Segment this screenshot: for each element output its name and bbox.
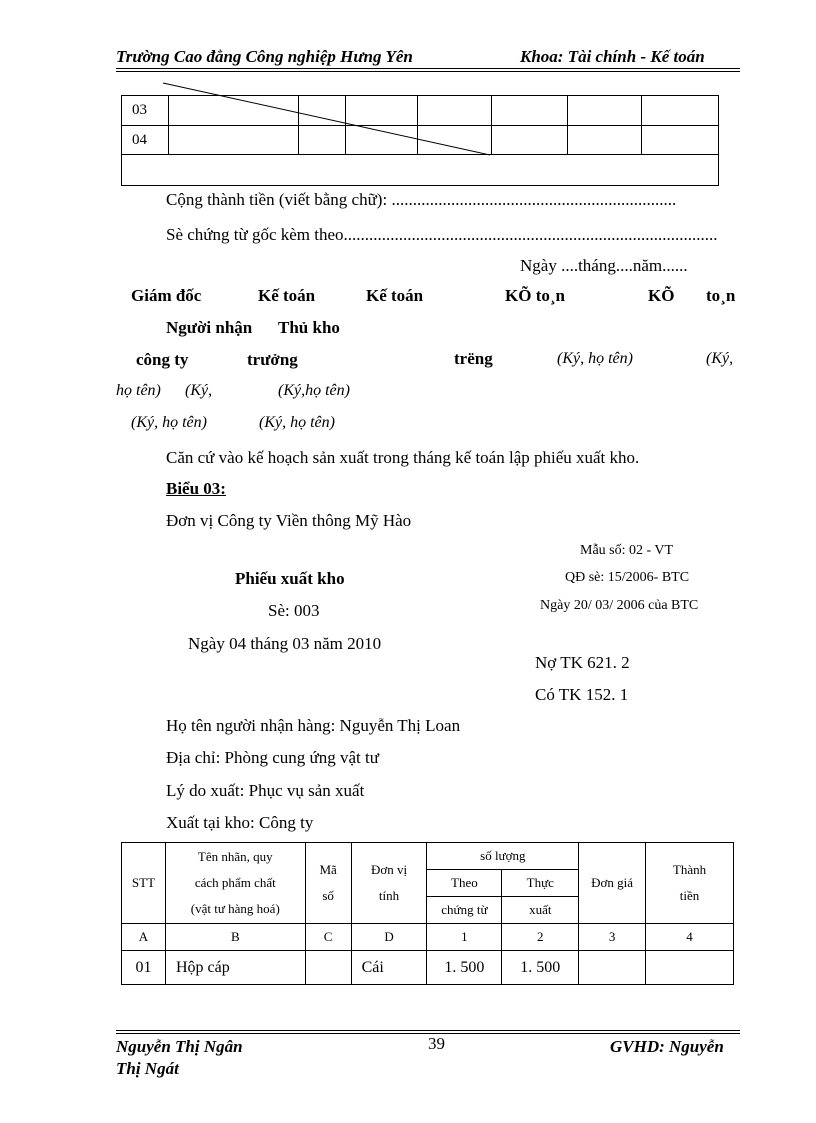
header-qty-doc-2: chứng từ — [427, 897, 502, 924]
address-line: Địa chỉ: Phòng cung ứng vật tư — [166, 748, 379, 767]
form-decision: QĐ sè: 15/2006- BTC — [565, 570, 690, 585]
header-code — [305, 843, 351, 924]
header-unit-2: tính — [378, 888, 400, 903]
sig-company: công ty — [136, 350, 189, 369]
letter-cell: 4 — [646, 924, 734, 951]
row-qty-doc: 1. 500 — [427, 951, 502, 985]
sig-director: Giám đốc — [131, 286, 202, 305]
slip-title: Phiếu xuất kho — [235, 569, 345, 588]
header-qty-real-2: xuất — [502, 897, 579, 924]
footer-rule — [116, 1030, 740, 1031]
letter-cell: 3 — [579, 924, 646, 951]
header-stt: STT — [122, 843, 166, 924]
sig-accountant-2: Kế toán — [366, 286, 424, 305]
sig-chief-2: trëng — [454, 349, 493, 368]
sig-sign-note-4: (Ký, — [185, 382, 213, 399]
sig-sign-note-5: (Ký,họ tên) — [278, 382, 350, 399]
letter-cell: D — [351, 924, 427, 951]
sig-accountant-3: KÕ to¸n — [505, 286, 565, 305]
page-number: 39 — [428, 1034, 445, 1053]
header-amount-2: tiền — [679, 888, 700, 903]
header-unit-1: Đơn vị — [370, 862, 408, 877]
slip-number: Sè: 003 — [268, 601, 320, 620]
sig-accountant-4a: KÕ — [648, 286, 675, 305]
header-name-2: cách phẩm chất — [194, 875, 276, 890]
row-number: 03 — [122, 96, 169, 126]
sig-sign-note-2: (Ký, — [706, 350, 734, 367]
intro-text: Căn cứ vào kế hoạch sản xuất trong tháng kế toán lập phiếu xuất kho. — [166, 448, 640, 467]
date-line: Ngày ....tháng....năm...... — [520, 256, 688, 275]
header-qty-real-1: Thực — [502, 870, 579, 897]
letter-cell: C — [305, 924, 351, 951]
sig-sign-note: (Ký, họ tên) — [557, 350, 633, 367]
letter-cell: B — [165, 924, 305, 951]
warehouse-line: Xuất tại kho: Công ty — [166, 813, 314, 832]
form-decision-date: Ngày 20/ 03/ 2006 của BTC — [540, 598, 699, 613]
slip-credit: Có TK 152. 1 — [535, 685, 629, 704]
header-qty-doc-1: Theo — [427, 870, 502, 897]
header-qty: số lượng — [427, 843, 579, 870]
footer-author-2: Thị Ngát — [116, 1059, 179, 1078]
row-price — [579, 951, 646, 985]
row-qty-real: 1. 500 — [502, 951, 579, 985]
letter-cell: 2 — [502, 924, 579, 951]
footer-author-1: Nguyễn Thị Ngân — [116, 1037, 243, 1056]
diagonal-strike-line — [0, 0, 816, 200]
header-faculty: Khoa: Tài chính - Kế toán — [520, 47, 705, 66]
header-unit — [351, 843, 427, 924]
header-code-2: số — [322, 888, 334, 903]
unit-line: Đơn vị Công ty Viền thông Mỹ Hào — [166, 511, 412, 530]
row-amount — [646, 951, 734, 985]
header-amount-1: Thành — [672, 862, 707, 877]
sig-sign-note-6: (Ký, họ tên) — [131, 414, 207, 431]
form-template: Mẫu số: 02 - VT — [580, 543, 674, 558]
slip-debit: Nợ TK 621. 2 — [535, 653, 630, 672]
sig-sign-note-7: (Ký, họ tên) — [259, 414, 335, 431]
header-name-3: (vật tư hàng hoá) — [190, 901, 280, 916]
form-label: Biểu 03: — [166, 479, 226, 498]
reason-line: Lý do xuất: Phục vụ sản xuất — [166, 781, 365, 800]
items-table — [121, 842, 734, 985]
letter-cell: A — [122, 924, 166, 951]
sig-chief: trưởng — [247, 350, 298, 369]
footer-advisor: GVHD: Nguyễn — [610, 1037, 724, 1056]
header-price: Đơn giá — [579, 843, 646, 924]
header-name — [165, 843, 305, 924]
table-letter-row — [122, 924, 734, 951]
header-name-1: Tên nhãn, quy — [197, 849, 273, 864]
letter-cell: 1 — [427, 924, 502, 951]
total-words-line: Cộng thành tiền (viết bằng chữ): ................................................................... — [166, 190, 677, 209]
sig-storekeeper: Thủ kho — [278, 318, 340, 337]
sig-sign-note-3: họ tên) — [116, 382, 161, 399]
sig-receiver: Người nhận — [166, 318, 253, 337]
row-stt: 01 — [122, 951, 166, 985]
attached-docs-line: Sè chứng từ gốc kèm theo........................................................................................ — [166, 225, 718, 244]
sig-accountant: Kế toán — [258, 286, 316, 305]
header-code-1: Mã — [319, 862, 337, 877]
row-number: 04 — [122, 126, 169, 155]
header-school: Trường Cao đẳng Công nghiệp Hưng Yên — [116, 47, 413, 66]
sig-accountant-4b: to¸n — [706, 286, 736, 305]
receiver-line: Họ tên người nhận hàng: Nguyễn Thị Loan — [166, 716, 461, 735]
row-unit: Cái — [351, 951, 427, 985]
row-name: Hộp cáp — [165, 951, 305, 985]
row-code — [305, 951, 351, 985]
slip-date: Ngày 04 tháng 03 năm 2010 — [188, 634, 382, 653]
table-row — [122, 951, 734, 985]
header-amount — [646, 843, 734, 924]
table-header-row — [122, 843, 734, 870]
